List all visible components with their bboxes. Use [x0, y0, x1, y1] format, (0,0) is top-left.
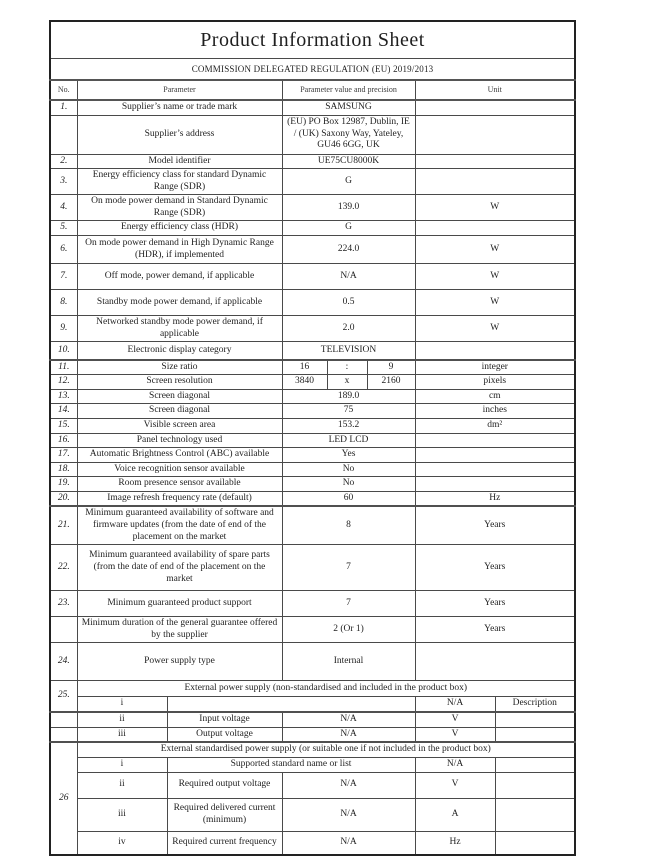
table-cell: Supported standard name or list	[167, 757, 415, 772]
table-cell: Required delivered current (minimum)	[167, 798, 282, 831]
row-number-cell: 9.	[50, 316, 77, 342]
table-cell: 224.0	[282, 236, 415, 264]
table-cell: G	[282, 221, 415, 236]
table-cell: N/A	[282, 772, 415, 798]
row-number-cell: 15.	[50, 419, 77, 434]
table-body	[50, 100, 575, 855]
table-cell: N/A	[282, 798, 415, 831]
table-cell: LED LCD	[282, 433, 415, 448]
table-cell: Room presence sensor available	[77, 477, 282, 492]
table-row	[50, 404, 575, 419]
table-cell	[415, 342, 575, 360]
table-cell: N/A	[415, 697, 495, 712]
table-cell: V	[415, 712, 495, 727]
table-cell: :	[327, 360, 367, 375]
table-cell: 3840	[282, 375, 327, 390]
row-number-cell: 3.	[50, 169, 77, 195]
table-cell: Input voltage	[167, 712, 282, 727]
table-cell: Model identifier	[77, 154, 282, 169]
table-cell: Screen diagonal	[77, 389, 282, 404]
table-row	[50, 591, 575, 617]
column-header-unit: Unit	[415, 80, 575, 100]
table-cell: W	[415, 236, 575, 264]
table-row	[50, 195, 575, 221]
table-cell: Minimum guaranteed availability of software and firmware updates (from the date of end of the placement on the market	[77, 506, 282, 544]
table-cell: Networked standby mode power demand, if applicable	[77, 316, 282, 342]
table-cell	[415, 643, 575, 681]
table-cell: x	[327, 375, 367, 390]
row-number-cell: 7.	[50, 264, 77, 290]
table-row	[50, 360, 575, 375]
table-row	[50, 236, 575, 264]
table-cell: Description	[495, 697, 575, 712]
table-cell: Image refresh frequency rate (default)	[77, 491, 282, 506]
table-row	[50, 433, 575, 448]
row-number-cell: 23.	[50, 591, 77, 617]
table-cell: No	[282, 477, 415, 492]
table-cell: 139.0	[282, 195, 415, 221]
table-cell: V	[415, 772, 495, 798]
table-cell: 2 (Or 1)	[282, 617, 415, 643]
table-row	[50, 448, 575, 463]
row-number-cell	[50, 727, 77, 742]
table-cell: Years	[415, 617, 575, 643]
table-cell	[495, 798, 575, 831]
table-row	[50, 375, 575, 390]
table-cell	[415, 169, 575, 195]
table-cell: On mode power demand in High Dynamic Range (HDR), if implemented	[77, 236, 282, 264]
table-cell: Electronic display category	[77, 342, 282, 360]
row-number-cell: 14.	[50, 404, 77, 419]
table-cell: 9	[367, 360, 415, 375]
table-cell: (EU) PO Box 12987, Dublin, IE / (UK) Saxony Way, Yateley, GU46 6GG, UK	[282, 115, 415, 154]
table-cell: dm²	[415, 419, 575, 434]
table-cell: iii	[77, 727, 167, 742]
table-cell: N/A	[282, 712, 415, 727]
table-cell	[495, 712, 575, 727]
table-cell: On mode power demand in Standard Dynamic Range (SDR)	[77, 195, 282, 221]
table-cell: W	[415, 195, 575, 221]
table-cell: 189.0	[282, 389, 415, 404]
row-number-cell: 6.	[50, 236, 77, 264]
table-cell	[495, 757, 575, 772]
row-number-cell: 4.	[50, 195, 77, 221]
row-number-cell: 21.	[50, 506, 77, 544]
table-row	[50, 506, 575, 544]
row-number-cell: 8.	[50, 290, 77, 316]
table-cell: Supplier’s name or trade mark	[77, 100, 282, 115]
row-number-cell	[50, 712, 77, 727]
table-cell: No	[282, 462, 415, 477]
table-row	[50, 342, 575, 360]
table-cell: cm	[415, 389, 575, 404]
table-cell: Years	[415, 506, 575, 544]
table-cell: iv	[77, 831, 167, 855]
table-cell: External power supply (non-standardised and included in the product box)	[77, 681, 575, 697]
table-cell: 2160	[367, 375, 415, 390]
row-number-cell: 18.	[50, 462, 77, 477]
table-cell: Voice recognition sensor available	[77, 462, 282, 477]
table-cell: Visible screen area	[77, 419, 282, 434]
table-cell: Minimum guaranteed product support	[77, 591, 282, 617]
table-row	[50, 100, 575, 115]
table-cell: Size ratio	[77, 360, 282, 375]
table-cell: 2.0	[282, 316, 415, 342]
table-cell: G	[282, 169, 415, 195]
table-row	[50, 545, 575, 591]
table-cell: Off mode, power demand, if applicable	[77, 264, 282, 290]
row-number-cell	[50, 115, 77, 154]
table-cell: 0.5	[282, 290, 415, 316]
table-head-section	[50, 21, 575, 100]
table-cell: iii	[77, 798, 167, 831]
table-row	[50, 772, 575, 798]
table-cell: i	[77, 757, 167, 772]
table-row	[50, 757, 575, 772]
table-cell	[495, 727, 575, 742]
row-number-cell: 12.	[50, 375, 77, 390]
row-number-cell: 25.	[50, 681, 77, 712]
table-cell: Automatic Brightness Control (ABC) available	[77, 448, 282, 463]
table-row	[50, 115, 575, 154]
table-cell	[415, 433, 575, 448]
table-cell: Years	[415, 591, 575, 617]
table-cell: Screen diagonal	[77, 404, 282, 419]
row-number-cell: 19.	[50, 477, 77, 492]
table-cell: Energy efficiency class for standard Dynamic Range (SDR)	[77, 169, 282, 195]
table-cell: W	[415, 290, 575, 316]
table-cell: Minimum guaranteed availability of spare parts (from the date of end of the placement on the market	[77, 545, 282, 591]
row-number-cell	[50, 617, 77, 643]
column-header-no: No.	[50, 80, 77, 100]
table-row	[50, 491, 575, 506]
table-cell: TELEVISION	[282, 342, 415, 360]
table-cell: Yes	[282, 448, 415, 463]
table-cell: A	[415, 798, 495, 831]
column-header-row	[50, 80, 575, 100]
table-cell: Required output voltage	[167, 772, 282, 798]
table-row	[50, 617, 575, 643]
row-number-cell: 11.	[50, 360, 77, 375]
row-number-cell: 13.	[50, 389, 77, 404]
table-cell: inches	[415, 404, 575, 419]
document-page	[49, 20, 576, 856]
table-cell: Power supply type	[77, 643, 282, 681]
table-cell: Supplier’s address	[77, 115, 282, 154]
table-row	[50, 681, 575, 697]
table-cell: pixels	[415, 375, 575, 390]
table-cell	[415, 221, 575, 236]
table-cell: 16	[282, 360, 327, 375]
table-cell: Years	[415, 545, 575, 591]
table-cell	[415, 115, 575, 154]
row-number-cell: 1.	[50, 100, 77, 115]
table-cell: Hz	[415, 491, 575, 506]
table-cell: Standby mode power demand, if applicable	[77, 290, 282, 316]
table-cell	[415, 448, 575, 463]
product-information-sheet	[49, 20, 576, 856]
table-cell	[415, 100, 575, 115]
table-cell: Screen resolution	[77, 375, 282, 390]
row-number-cell: 2.	[50, 154, 77, 169]
table-row	[50, 389, 575, 404]
table-cell: N/A	[282, 727, 415, 742]
title-row	[50, 21, 575, 59]
table-row	[50, 742, 575, 757]
table-row	[50, 727, 575, 742]
row-number-cell: 16.	[50, 433, 77, 448]
table-cell	[495, 772, 575, 798]
table-cell: Panel technology used	[77, 433, 282, 448]
row-number-cell: 5.	[50, 221, 77, 236]
row-number-cell: 26	[50, 742, 77, 855]
table-cell: External standardised power supply (or suitable one if not included in the product box)	[77, 742, 575, 757]
table-row	[50, 154, 575, 169]
table-cell: 8	[282, 506, 415, 544]
table-row	[50, 419, 575, 434]
table-row	[50, 712, 575, 727]
table-cell	[415, 154, 575, 169]
table-row	[50, 264, 575, 290]
table-cell: 153.2	[282, 419, 415, 434]
table-cell: ii	[77, 712, 167, 727]
table-cell: Output voltage	[167, 727, 282, 742]
subtitle-row	[50, 59, 575, 81]
table-cell: 7	[282, 545, 415, 591]
row-number-cell: 17.	[50, 448, 77, 463]
table-row	[50, 462, 575, 477]
row-number-cell: 10.	[50, 342, 77, 360]
table-cell: Internal	[282, 643, 415, 681]
table-cell: N/A	[415, 757, 495, 772]
table-cell	[415, 462, 575, 477]
table-row	[50, 697, 575, 712]
table-cell	[495, 831, 575, 855]
table-row	[50, 831, 575, 855]
table-row	[50, 221, 575, 236]
table-cell	[167, 697, 415, 712]
row-number-cell: 20.	[50, 491, 77, 506]
row-number-cell: 22.	[50, 545, 77, 591]
table-cell: W	[415, 264, 575, 290]
column-header-parameter: Parameter	[77, 80, 282, 100]
table-row	[50, 798, 575, 831]
table-cell: W	[415, 316, 575, 342]
page-title: Product Information Sheet	[50, 21, 575, 59]
table-cell: SAMSUNG	[282, 100, 415, 115]
table-cell: N/A	[282, 264, 415, 290]
table-cell: integer	[415, 360, 575, 375]
table-cell: Energy efficiency class (HDR)	[77, 221, 282, 236]
row-number-cell: 24.	[50, 643, 77, 681]
table-row	[50, 290, 575, 316]
table-row	[50, 477, 575, 492]
table-cell: N/A	[282, 831, 415, 855]
table-cell: UE75CU8000K	[282, 154, 415, 169]
table-row	[50, 643, 575, 681]
table-cell: 75	[282, 404, 415, 419]
table-cell: Hz	[415, 831, 495, 855]
table-cell	[415, 477, 575, 492]
column-header-value: Parameter value and precision	[282, 80, 415, 100]
table-cell: 7	[282, 591, 415, 617]
table-cell: 60	[282, 491, 415, 506]
table-cell: i	[77, 697, 167, 712]
table-row	[50, 316, 575, 342]
table-cell: Required current frequency	[167, 831, 282, 855]
table-cell: ii	[77, 772, 167, 798]
table-cell: V	[415, 727, 495, 742]
table-cell: Minimum duration of the general guarantee offered by the supplier	[77, 617, 282, 643]
regulation-subtitle: COMMISSION DELEGATED REGULATION (EU) 2019/2013	[50, 59, 575, 81]
table-row	[50, 169, 575, 195]
